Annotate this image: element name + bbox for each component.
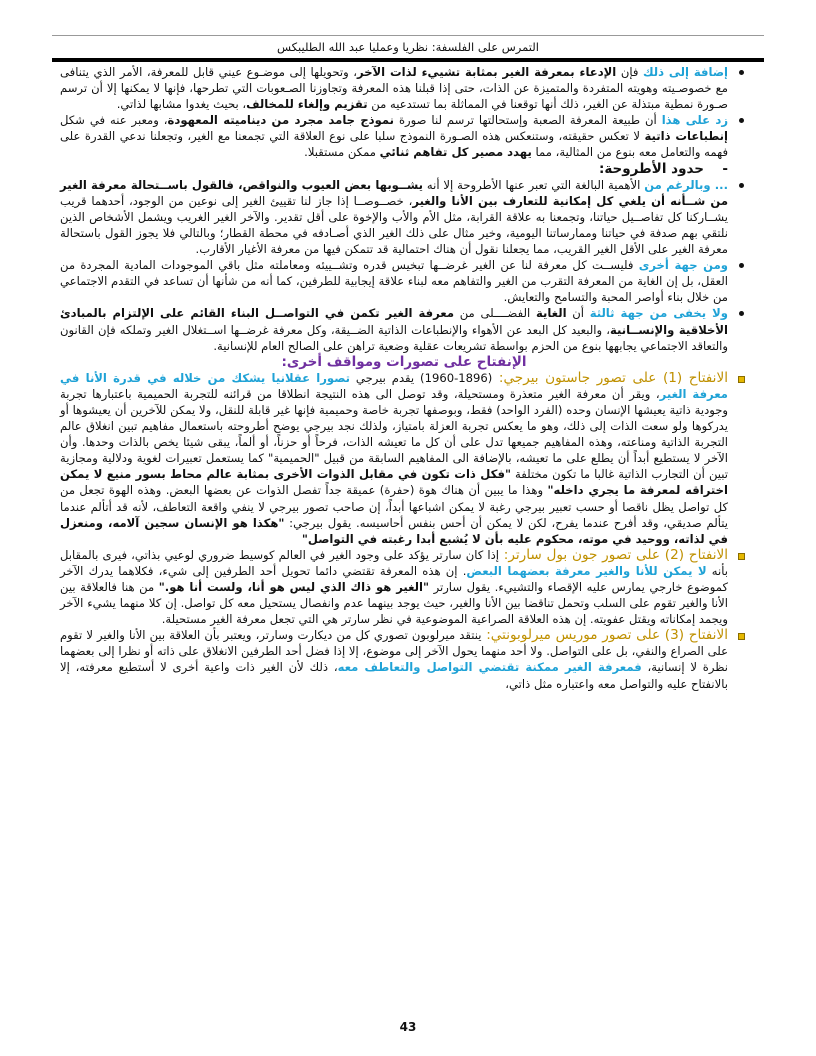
opening-label: الانفتاح (2) على تصور جون بول سارتر: — [499, 546, 729, 563]
header-top-divider — [52, 35, 764, 36]
quote-bold: "هكذا هو الإنسان سجين آلامه، ومنعزل في لذاته، ووحيد في موته، محكوم عليه بأن لا يُشبع أبدا رغبته في التواصل" — [60, 515, 728, 546]
lead-phrase: إضافة إلى ذلك — [642, 65, 728, 79]
opening-label: الانفتاح (1) على تصور جاستون بيرجي: — [492, 369, 728, 386]
text-run: إذا كان سارتر يؤكد على وجود الغير في العالم كوسيط ضروري لوعيي بذاتي، فيرى بالمقابل بأنه — [60, 547, 729, 578]
paragraph-despite — [60, 177, 748, 257]
quote-bold: "فكل ذات تكون في مقابل الذوات الأخرى بمثابة عالم محاط بسور منيع لا يمكن اختراقه لمعرفة ما يجري داخله" — [60, 467, 728, 498]
paragraph-merleau-ponty — [60, 627, 748, 691]
text-run: ، بحيث يغدوا مشابها لذاتي. — [116, 97, 247, 112]
text-run: أن — [566, 306, 590, 321]
lead-phrase: زد على هذا — [661, 113, 728, 128]
bold-phrase: يهدد مصير كل تفاهم ثنائي — [379, 145, 532, 160]
paragraph-other-side — [60, 257, 748, 305]
text-run: ممكن مستقبلا. — [304, 145, 380, 160]
bold-phrase: تقزيم وإلغاء للمخالف — [246, 97, 368, 112]
running-header: التمرس على الفلسفة: نظريا وعمليا عبد الله الطليبكس — [277, 40, 539, 54]
text-run: أن طبيعة المعرفة الصعبة وإستحالتها ترسم لنا صورة — [394, 113, 662, 128]
lead-phrase: ولا يخفى من جهة ثالثة — [589, 306, 728, 321]
text-run: (1896-1960) يقدم بيرجي — [349, 370, 493, 385]
section-title: الإنفتاح على تصورات ومواقف أخرى: — [281, 353, 527, 370]
paragraph-third-side — [60, 305, 748, 353]
paragraph-sartre — [60, 547, 748, 627]
highlight-phrase: لا يمكن للأنا والغير معرفة بعضهما البعض — [466, 563, 707, 578]
paragraph-addition — [60, 64, 748, 112]
highlight-phrase: تصورا عقلانيا يشكك من خلاله في قدرة الأنا في معرفة الغير — [60, 370, 728, 401]
text-run: ، خصــوصــا إذا جاز لنا تقييئ الغير إلى نوعين من الوجود، أحدهما قريب يشــاركنا كل تفاصــيل حياتنا، وتجمعنا به علاقة القرابة، مثل الأم والأب والإخوة على أقل تقدير. والآخر الغير الغريب ويشمل الأشخاص الذين نلتقي بهم صدفة في حياتنا وممارساتنا اليومية، وخير مثال على ذلك الغير الذي أصـادفه في محطة القطار؛ وبالتالي فلا يجوز القول باستحالة معرفة الغير على الأقل الغير القريب، مما يجعلنا نقول أن هناك احتمالية قد تتمكن فيها من معرفة الأغيار الأقارب. — [60, 193, 728, 257]
text-run: ، ويقر أن معرفة الغير متعذرة ومستحيلة، وقد توصل الى هذه النتيجة انطلاقا من قرائنه للتجربة الحميمية باعتبارها تجربة وجودية ذاتية يعيشها الإنسان وحده (الفرد الواحد) فقط، وبوصفها تجربة خاصة وحميمية فإنها غير قابلة للنقل، ولا يمكن للآخرين أن يعيشوها أو يدركوها ولو سعت الذات إلى ذلك، وهو ما يعكس تجربة العزلة بامتياز، ولذلك نجد بيرجي يوضح أطروحته باستعمال مفاهيم تبين انغلاق عالم التجربة الذاتية ومناعته، وهذه المفاهيم جميعها تدل على أن كل ما تعيشه الذات، فرحاً أو حزناً، أو ألماً، يبقى شيئا يخص بالذات وحدها. وأن الآخر لا يستطيع أبداً أن يطلع على ما تعيشه، بالإضافة الى المفاهيم السابقة من قبيل "الحميمية" كما يستعمل تعبيرات لغوية ودلالية ومجازية تبين أن التجارب الذاتية غالبا ما تكون مختلفة — [60, 386, 728, 482]
bold-phrase: نموذج جامد مجرد من ديناميته المعهودة — [167, 113, 395, 128]
quote-bold: "الغير هو ذاك الذي ليس هو أنا، ولست أنا هو." — [158, 580, 430, 594]
text-run: ، والبعيد كل البعد عن الأهواء والإنطباعات الذاتية الضــيقة، وكل معرفة غرضــها اســتغلال الغير وتملكه فإن القانون والتعاقد الاجتماعي يجابهها بنوع من الحزم بواسطة تشريعات عقلية وضعية تراهن على الصالح العام للإنسانية. — [60, 322, 728, 353]
paragraph-furthermore — [60, 112, 748, 160]
limits-heading — [60, 161, 748, 177]
dash-marker: - — [722, 160, 728, 177]
text-run: ينتقد ميرلوبون تصوري كل من ديكارت وسارتر، ويعتبر بأن العلاقة بين الأنا والغير لا تقوم على الصراع والنفي، بل على التواصل. ولا أحد منهما يحول الآخر إلى موضوع، إلا إذا فضل أحد الطرفين الانغلاق على ذاته أو نظرا إلى بعضهما نظرة لا إنسانية، — [60, 628, 728, 675]
text-run: وهذا ما يبين أن هناك هوة (حفرة) عميقة جداً تفصل الذوات عن بعضها البعض. وهذه الهوة تجعل من كل تواصل يظل ناقصا أو حسب تعبير بيرجي رغبة لا يمكن اشباعها أبداً، إن صاحب تصور بيرجي لا ينفي واقعة التعاطف، لأنه قد أتألم عندما يتألم صديقي، وقد أفرح عندما يفرح، لكن لا يمكن أن أحس بنفس أحاسيسه. يقول بيرجي: — [60, 483, 728, 530]
lead-phrase: ... وبالرغم من — [644, 177, 728, 192]
text-run: الأهمية البالغة التي تعبر عنها الأطروحة إلا أنه — [423, 177, 645, 192]
text-run: من هنا فالعلاقة بين الأنا والغير تقوم على السلب وتحمل تناقضا بين الأنا والغير، حيث يوجد بينهما عدم وانفصال يستحيل معه كل تواصل. إن كلا منهما يشيء الآخر ويجمد إمكاناته ويقتل عفويته. إن هذه العلاقة الصراعية الموضوعية في نظر سارتر هي التي تجعل معرفة الغير مستحيلة. — [60, 580, 728, 627]
text-run: فليســت كل معرفة لنا عن الغير غرضــها تبخيس قدره وتشــييئه ومعاملته مثل باقي الموجودات المادية المجردة من العقل، بل إن الغاية من المعرفة التقرب من الغير والتفاهم معه لبناء علاقة إيجابية للطرفين، كما أنه من شأنها أن تساعد في التقدم الاجتماعي من خلال بناء أواصر المحبة والتسامح والتعايش. — [60, 258, 728, 305]
header-rule — [52, 58, 764, 62]
highlight-phrase: فمعرفة الغير ممكنة تقتضي التواصل والتعاطف معه — [337, 660, 642, 675]
bold-phrase: الغاية — [535, 306, 567, 321]
bold-phrase: معرفة الغير تكمن في التواصــل البناء القائم على الإلتزام بالمبادئ الأخلاقية والإنســانية — [60, 306, 728, 337]
text-run: . إن هذه المعرفة تقتضي دائما تحويل أحد الطرفين إلى شيء، فكلاهما يدرك الآخر كموضوع خارجي يمارس عليه الإقصاء والتشييء. يقول سارتر — [60, 563, 728, 594]
text-run: لا تعكس حقيقته، وستنعكس هذه الصـورة النموذج سلبا على نوع العلاقة التي تجمعنا مع الغير، وتجعلنا ندعي القدرة على فهمه والتعامل معه بنوع من المثالية، مما — [60, 129, 728, 160]
text-run: ، ومعبر عنه في شكل — [60, 113, 168, 128]
bold-phrase: إنطباعات ذاتية — [644, 129, 728, 144]
text-run: الفضــــلى من — [454, 306, 536, 321]
text-run: ، ذلك لأن الغير ذات واعية أخرى لا أستطيع معرفته، إلا بالانفتاح عليه والتواصل معه واعتباره مثل ذاتي، — [60, 660, 728, 691]
bold-phrase: يشــوبها بعض العيوب والنواقص، فالقول باســتحالة معرفة الغير من شــأنه أن يلغي كل إمكانية للتعارف بين الأنا والغير — [60, 177, 729, 208]
text-run: ، وتحويلها إلى موضـوع عيني قابل للمعرفة، الأمر الذي يتنافى مع خصوصـيته وهويته المتفردة والمتميزة عن الذات، حتى إذا قبلنا هذه المعرفة وتجاوزنا الصـعوبات التي تطرحها، فإنها لا يمكنها إلا أن ترسم صـورة نمطية مبتذلة عن الغير، ذلك أنها توقعنا في المماثلة بما تستدعيه من — [60, 65, 728, 112]
bold-phrase: الإدعاء بمعرفة الغير بمثابة تشييء لذات الآخر — [356, 65, 617, 79]
paragraph-berger — [60, 370, 748, 547]
page-content — [60, 64, 748, 692]
opening-label: الانفتاح (3) على تصور موريس ميرلوبونتي: — [481, 627, 728, 644]
lead-phrase: ومن جهة أخرى — [638, 258, 728, 273]
limits-heading-text: حدود الأطروحة: — [598, 160, 704, 177]
page-number: 43 — [399, 1020, 417, 1034]
text-run: فإن — [616, 65, 643, 79]
